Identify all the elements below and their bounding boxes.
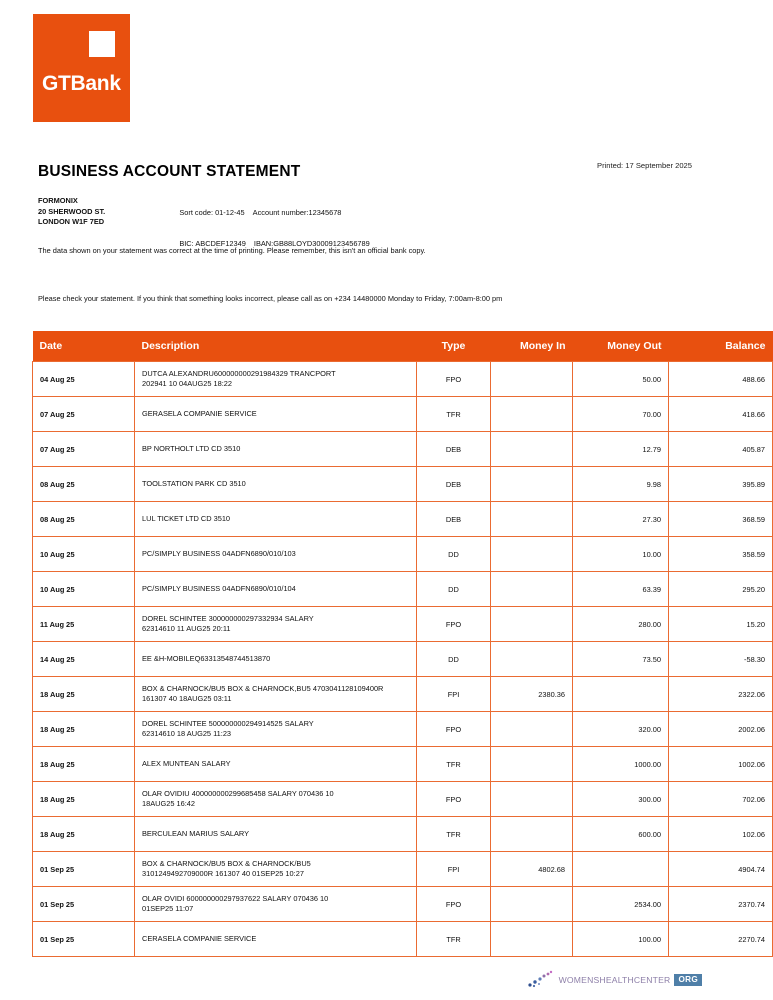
column-header-money-in: Money In [491,331,573,362]
table-row [33,502,773,537]
cell-money-out [573,677,669,712]
cell-date: 18 Aug 25 [33,677,135,712]
cell-date: 07 Aug 25 [33,432,135,467]
description-line-2: 18AUG25 16:42 [142,799,196,808]
description-line-1: BP NORTHOLT LTD CD 3510 [142,443,241,453]
cell-money-in [491,782,573,817]
cell-date: 18 Aug 25 [33,712,135,747]
cell-description [135,782,417,817]
transactions-table [32,331,773,957]
cell-description [135,922,417,957]
table-row [33,397,773,432]
cell-type: DEB [417,502,491,537]
cell-money-out: 73.50 [573,642,669,677]
cell-balance: 405.87 [669,432,773,467]
cell-date: 10 Aug 25 [33,572,135,607]
description-line-1: OLAR OVIDI 600000000297937622 SALARY 070436 10 [142,893,329,903]
column-header-balance: Balance [669,331,773,362]
table-row [33,747,773,782]
description-line-1: OLAR OVIDIU 400000000299685458 SALARY 070436 10 [142,788,334,798]
table-row [33,467,773,502]
description-line-1: BERCULEAN MARIUS SALARY [142,828,250,838]
cell-money-out: 63.39 [573,572,669,607]
table-row [33,887,773,922]
cell-date: 01 Sep 25 [33,922,135,957]
cell-description [135,397,417,432]
cell-type: FPO [417,887,491,922]
cell-date: 08 Aug 25 [33,502,135,537]
bic-code: BIC: ABCDEF12349 [179,239,246,249]
table-row [33,852,773,887]
cell-balance: 102.06 [669,817,773,852]
description-line-2: 62314610 18 AUG25 11:23 [142,729,232,738]
cell-type: DD [417,642,491,677]
cell-description [135,642,417,677]
cell-balance: 368.59 [669,502,773,537]
description-line-1: PC/SIMPLY BUSINESS 04ADFN6890/010/104 [142,583,296,593]
cell-description [135,362,417,397]
table-row [33,712,773,747]
description-line-2: 202941 10 04AUG25 18:22 [142,379,232,388]
cell-type: FPO [417,782,491,817]
cell-type: FPI [417,852,491,887]
description-line-1: GERASELA COMPANIE SERVICE [142,408,257,418]
cell-money-out: 1000.00 [573,747,669,782]
cell-description [135,432,417,467]
description-line-2: 161307 40 18AUG25 03:11 [142,694,232,703]
cell-type: DD [417,537,491,572]
description-line-1: PC/SIMPLY BUSINESS 04ADFN6890/010/103 [142,548,296,558]
column-header-type: Type [417,331,491,362]
description-line-2: 62314610 11 AUG25 20:11 [142,624,231,633]
logo-wordmark: GTBank [42,72,121,95]
account-holder-address-line-1: 20 SHERWOOD ST. [38,206,106,216]
cell-money-in [491,817,573,852]
description-line-1: ALEX MUNTEAN SALARY [142,758,231,768]
cell-type: TFR [417,817,491,852]
cell-money-out: 300.00 [573,782,669,817]
cell-balance: 4904.74 [669,852,773,887]
cell-money-out: 50.00 [573,362,669,397]
watermark-badge: ORG [674,974,702,986]
cell-money-out: 12.79 [573,432,669,467]
cell-money-in [491,922,573,957]
description-line-1: LUL TICKET LTD CD 3510 [142,513,231,523]
account-details-row-2 [167,229,370,261]
cell-date: 18 Aug 25 [33,782,135,817]
description-line-1: TOOLSTATION PARK CD 3510 [142,478,246,488]
cell-money-out: 280.00 [573,607,669,642]
cell-description [135,712,417,747]
logo-square-icon [89,31,115,57]
cell-balance: 2322.06 [669,677,773,712]
account-number: Account number:12345678 [252,207,342,217]
cell-money-out: 9.98 [573,467,669,502]
cell-balance: 358.59 [669,537,773,572]
iban-code: IBAN:GB88LOYD30009123456789 [253,239,370,249]
cell-money-in [491,747,573,782]
cell-balance: 2270.74 [669,922,773,957]
cell-date: 01 Sep 25 [33,852,135,887]
cell-date: 04 Aug 25 [33,362,135,397]
cell-description [135,677,417,712]
sort-code: Sort code: 01-12-45 [179,207,245,217]
cell-money-out: 10.00 [573,537,669,572]
cell-money-in: 2380.36 [491,677,573,712]
cell-type: FPO [417,607,491,642]
cell-type: TFR [417,397,491,432]
cell-money-in [491,887,573,922]
account-holder-address-line-2: LONDON W1F 7ED [38,217,105,227]
cell-money-out [573,852,669,887]
cell-balance: 2370.74 [669,887,773,922]
table-row [33,537,773,572]
cell-balance: -58.30 [669,642,773,677]
cell-description [135,572,417,607]
cell-money-in [491,432,573,467]
cell-money-out: 320.00 [573,712,669,747]
table-row [33,572,773,607]
cell-money-in [491,712,573,747]
cell-description [135,502,417,537]
cell-type: FPI [417,677,491,712]
cell-date: 11 Aug 25 [33,607,135,642]
cell-date: 08 Aug 25 [33,467,135,502]
cell-balance: 702.06 [669,782,773,817]
footer-watermark [527,970,702,990]
cell-date: 18 Aug 25 [33,747,135,782]
cell-type: FPO [417,712,491,747]
cell-money-out: 27.30 [573,502,669,537]
page-title: BUSINESS ACCOUNT STATEMENT [38,163,301,180]
table-body [33,362,773,957]
cell-money-in [491,362,573,397]
description-line-1: EE &H-MOBILEQ63313548744513870 [142,653,271,663]
description-line-1: DUTCA ALEXANDRU600000000291984329 TRANCPORT [142,368,336,378]
table-row [33,362,773,397]
description-line-2: 3101249492709000R 161307 40 01SEP25 10:27 [142,869,304,878]
cell-money-in [491,467,573,502]
cell-money-out: 70.00 [573,397,669,432]
cell-money-in [491,572,573,607]
table-row [33,432,773,467]
cell-type: TFR [417,922,491,957]
cell-money-in [491,642,573,677]
printed-date: Printed: 17 September 2025 [597,161,692,170]
table-header-row [33,331,773,362]
cell-description [135,607,417,642]
cell-balance: 395.89 [669,467,773,502]
cell-balance: 1002.06 [669,747,773,782]
notice-contact: Please check your statement. If you think that something looks incorrect, please call as on +234 14480000 Monday to Friday, 7:00am-8:00 pm [38,294,503,303]
cell-date: 07 Aug 25 [33,397,135,432]
description-line-1: DOREL SCHINTEE 500000000294914525 SALARY [142,718,314,728]
cell-money-in [491,397,573,432]
cell-balance: 295.20 [669,572,773,607]
cell-type: FPO [417,362,491,397]
cell-description [135,537,417,572]
cell-money-in [491,537,573,572]
description-line-1: DOREL SCHINTEE 300000000297332934 SALARY [142,613,314,623]
cell-date: 01 Sep 25 [33,887,135,922]
cell-money-out: 600.00 [573,817,669,852]
cell-date: 14 Aug 25 [33,642,135,677]
description-line-1: CERASELA COMPANIE SERVICE [142,933,257,943]
cell-date: 18 Aug 25 [33,817,135,852]
table-row [33,642,773,677]
table-header [33,331,773,362]
column-header-description: Description [135,331,417,362]
account-details-row-1 [167,197,370,229]
cell-balance: 2002.06 [669,712,773,747]
cell-money-in [491,607,573,642]
table-row [33,782,773,817]
gtbank-logo [33,14,130,122]
cell-description [135,852,417,887]
cell-type: TFR [417,747,491,782]
cell-date: 10 Aug 25 [33,537,135,572]
cell-balance: 15.20 [669,607,773,642]
table-row [33,607,773,642]
cell-type: DEB [417,467,491,502]
cell-description [135,747,417,782]
cell-description [135,467,417,502]
cell-balance: 418.66 [669,397,773,432]
notice-printing: The data shown on your statement was correct at the time of printing. Please remember, this isn't an official bank copy. [38,246,426,255]
table-row [33,817,773,852]
cell-description [135,887,417,922]
description-line-2: 01SEP25 11:07 [142,904,194,913]
column-header-money-out: Money Out [573,331,669,362]
description-line-1: BOX & CHARNOCK/BU5 BOX & CHARNOCK/BU5 [142,858,311,868]
cell-balance: 488.66 [669,362,773,397]
transactions-table-wrapper [32,331,766,957]
table-row [33,677,773,712]
cell-money-in [491,502,573,537]
column-header-date: Date [33,331,135,362]
watermark-text: WOMENSHEALTHCENTER [558,975,671,985]
dots-decoration-icon [527,970,555,990]
cell-type: DEB [417,432,491,467]
cell-money-in: 4802.68 [491,852,573,887]
cell-money-out: 2534.00 [573,887,669,922]
account-holder-name: FORMONIX [38,196,78,205]
cell-type: DD [417,572,491,607]
description-line-1: BOX & CHARNOCK/BU5 BOX & CHARNOCK,BU5 4703041128109400R [142,683,384,693]
account-holder-block [38,196,105,228]
table-row [33,922,773,957]
cell-description [135,817,417,852]
cell-money-out: 100.00 [573,922,669,957]
